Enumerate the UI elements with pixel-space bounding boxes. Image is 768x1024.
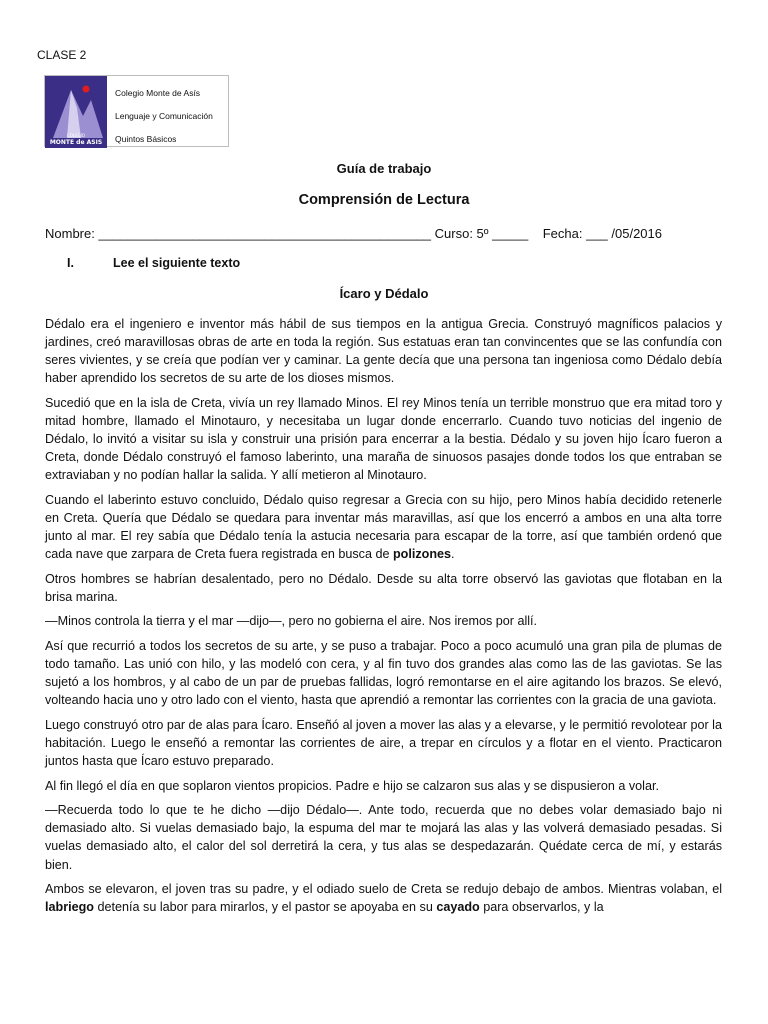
class-label: CLASE 2 <box>37 48 87 62</box>
student-form-line: Nombre: ______________________________________________ Curso: 5º _____ Fecha: ___ /05/2016 <box>45 226 662 241</box>
paragraph: —Recuerda todo lo que te he dicho —dijo Dédalo—. Ante todo, recuerda que no debes volar demasiado bajo ni demasiado alto. Si vuelas demasiado bajo, la espuma del mar te mojará las alas y las volverá demasiado pesadas. Si vuelas demasiado alto, el calor del sol derretirá la cera, y tus alas se despedazarán. Quédate cerca de mí, y estarás bien. <box>45 803 722 872</box>
school-logo <box>45 76 107 148</box>
paragraph: Así que recurrió a todos los secretos de su arte, y se puso a trabajar. Poco a poco acumuló una gran pila de plumas de todo tamaño. Las unió con hilo, y las modeló con cera, y al fin tuvo dos grandes alas como las de las gaviotas. Se las sujetó a los hombros, y al cabo de un par de pruebas fallidas, logró remontarse en el aire agitando los brazos. Se elevó, volteando hacia uno y otro lado con el viento, hasta que aprendió a remontar las corrientes con la gracia de una gaviota. <box>45 639 722 708</box>
logo-small-text: COLEGIO <box>66 133 86 138</box>
instruction-text: Lee el siguiente texto <box>113 256 241 270</box>
paragraph: Cuando el laberinto estuvo concluido, Dédalo quiso regresar a Grecia con su hijo, pero Minos había decidido retenerle en Creta. Quería que Dédalo se quedara para inventar más maravillas, así que los encerró a ambos en una alta torre junto al mar. El rey sabía que Dédalo tenía la astucia necesaria para escapar de la torre, así que también ordenó que cada nave que zarpara de Creta fuera registrada en busca de polizones. <box>45 492 722 562</box>
grade-name: Quintos Básicos <box>115 134 177 144</box>
paragraph: Otros hombres se habrían desalentado, pero no Dédalo. Desde su alta torre observó las gaviotas que flotaban en la brisa marina. <box>45 571 722 604</box>
main-title: Comprensión de Lectura <box>298 192 470 208</box>
story-title: Ícaro y Dédalo <box>339 286 429 301</box>
story-text <box>45 315 722 923</box>
bold-word: labriego <box>45 900 94 915</box>
school-info <box>115 82 213 151</box>
paragraph: —Minos controla la tierra y el mar —dijo—, pero no gobierna el aire. Nos iremos por allí. <box>45 614 538 629</box>
subject-name: Lenguaje y Comunicación <box>115 111 213 121</box>
paragraph: Ambos se elevaron, el joven tras su padre, y el odiado suelo de Creta se redujo debajo de ambos. Mientras volaban, el labriego detenía su labor para mirarlos, y el pastor se apoyaba en su cayado para observarlos, y la <box>45 882 722 915</box>
paragraph: Sucedió que en la isla de Creta, vivía un rey llamado Minos. El rey Minos tenía un terrible monstruo que era mitad toro y mitad hombre, llamado el Minotauro, y necesitaba un lugar donde encerrarlo. Cuando tuvo noticias del ingenio de Dédalo, lo invitó a visitar su isla y construir una prisión para encerrar a la bestia. Dédalo y su joven hijo Ícaro fueron a Creta, donde Dédalo construyó el famoso laberinto, una maraña de sinuosos pasajes donde todos los que entraban se extraviaban y no podían hallar la salida. Y allí metieron al Minotauro. <box>45 395 722 483</box>
paragraph: Dédalo era el ingeniero e inventor más hábil de sus tiempos en la antigua Grecia. Construyó magníficos palacios y jardines, creó maravillosas obras de arte en toda la región. Sus estatuas eran tan convincentes que se las confundía con seres vivientes, y se creía que podían ver y caminar. La gente decía que una persona tan ingeniosa como Dédalo debía haber aprendido los secretos de su arte de los dioses mismos. <box>45 317 722 386</box>
bold-word: cayado <box>436 900 480 915</box>
paragraph: Luego construyó otro par de alas para Ícaro. Enseñó al joven a mover las alas y a elevarse, y le permitió revolotear por la habitación. Luego le enseñó a remontar las corrientes de aire, a trepar en círculos y a flotar en el viento. Practicaron juntos hasta que Ícaro estuvo preparado. <box>45 717 722 769</box>
paragraph: Al fin llegó el día en que soplaron vientos propicios. Padre e hijo se calzaron sus alas y se dispusieron a volar. <box>45 778 659 793</box>
guide-title: Guía de trabajo <box>336 161 432 176</box>
instruction-number: I. <box>67 256 74 270</box>
logo-text: MONTE de ASIS <box>49 139 103 146</box>
bold-word: polizones <box>392 547 452 562</box>
school-header <box>44 75 229 147</box>
school-name: Colegio Monte de Asís <box>115 88 201 98</box>
